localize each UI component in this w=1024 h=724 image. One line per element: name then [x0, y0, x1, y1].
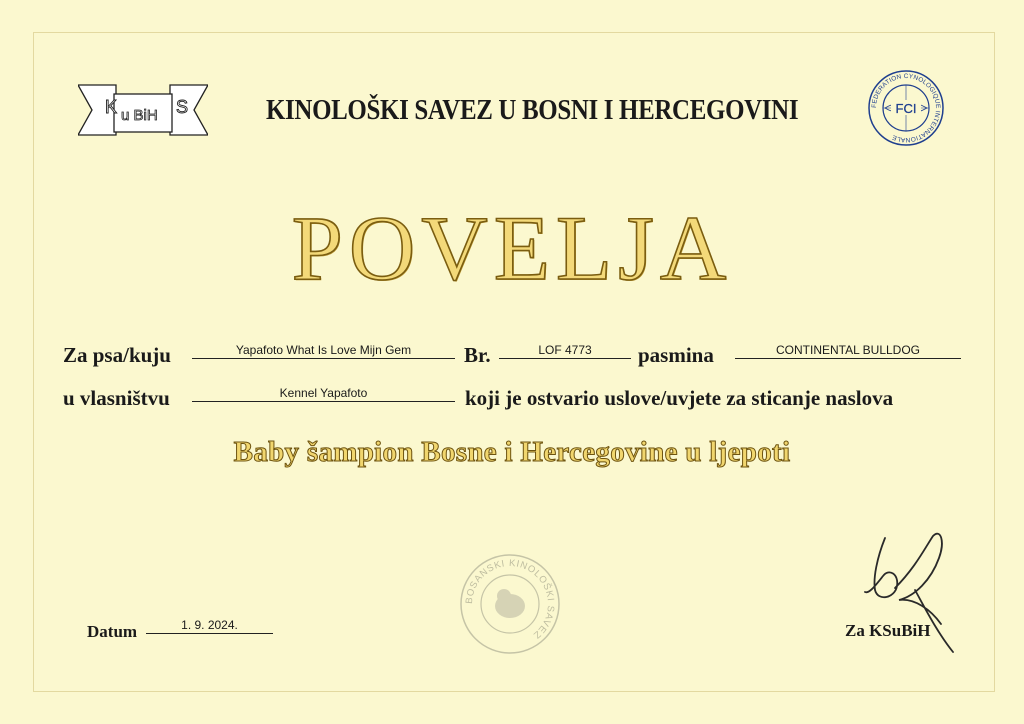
dog-label: Za psa/kuju — [63, 343, 171, 367]
signature-label: Za KSuBiH — [845, 621, 931, 640]
fci-logo — [866, 68, 946, 148]
breed-field: CONTINENTAL BULLDOG — [735, 343, 961, 359]
organization-title: KINOLOŠKI SAVEZ U BOSNI I HERCEGOVINI — [266, 94, 799, 126]
date-field: 1. 9. 2024. — [146, 618, 273, 634]
embossed-seal — [458, 552, 562, 656]
registration-number-field: LOF 4773 — [499, 343, 631, 359]
award-title: Baby šampion Bosne i Hercegovine u ljepoti — [233, 436, 791, 468]
date-label: Datum — [87, 622, 138, 641]
svg-text:S: S — [176, 97, 189, 117]
conditions-text: koji je ostvario uslove/uvjete za sticanje naslova — [465, 386, 894, 410]
svg-text:u BiH: u BiH — [121, 107, 158, 124]
ksubih-logo — [78, 80, 208, 142]
svg-text:FCI: FCI — [895, 101, 917, 116]
svg-text:K: K — [105, 97, 118, 117]
svg-text:FEDERATION CYNOLOGIQUE INTERNA: FEDERATION CYNOLOGIQUE INTERNATIONALE — [870, 72, 942, 144]
owner-label: u vlasništvu — [63, 386, 170, 410]
registration-label: Br. — [464, 343, 491, 367]
svg-text:BOSANSKI KINOLOŠKI SAVEZ: BOSANSKI KINOLOŠKI SAVEZ — [463, 557, 557, 641]
breed-label: pasmina — [638, 343, 714, 367]
certificate-title: POVELJA — [291, 197, 733, 299]
owner-field: Kennel Yapafoto — [192, 386, 455, 402]
dog-name-field: Yapafoto What Is Love Mijn Gem — [192, 343, 455, 359]
